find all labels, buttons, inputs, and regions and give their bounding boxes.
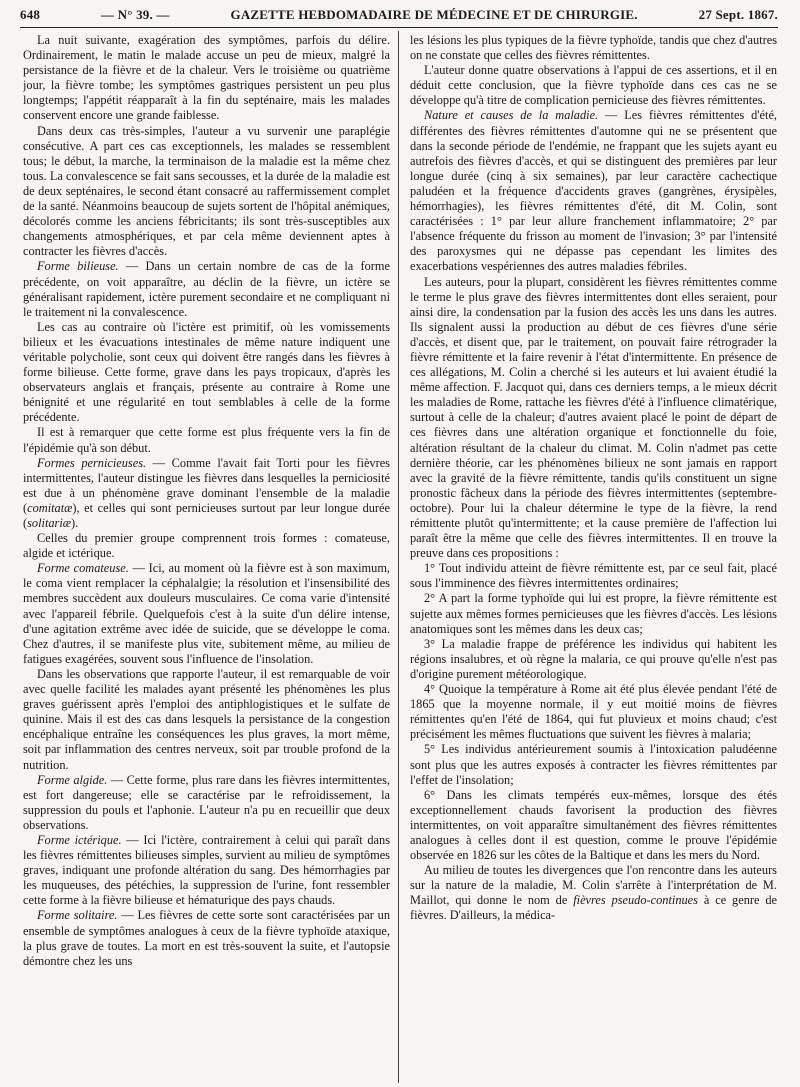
paragraph [23, 259, 390, 319]
paragraph: Les cas au contraire où l'ictère est primitif, où les vomissements bilieux et les évacuations intestinales de même nature indiquent une véritable polycholie, sont ceux qui doivent être rangés dans les fièvres à forme bilieuse. Cette forme, grave dans les pays tropicaux, d'après les observateurs anglais et français, présente au contraire à Rome une bénignité et une régularité en tout semblables à celle de la forme précédente. [23, 319, 390, 425]
section-heading: Formes pernicieuses. [37, 455, 147, 470]
section-heading: Forme ictérique. [37, 832, 122, 847]
latin-term: comitatæ [27, 500, 73, 515]
paragraph: 3° La maladie frappe de préférence les individus qui habitent les régions insalubres, et où règne la malaria, ce qui prouve qu'elle n'est pas d'origine purement météorologique. [410, 636, 777, 681]
paragraph-text: ), et celles qui sont pernicieuses surtout par leur longue durée ( [23, 500, 390, 530]
section-heading: Forme solitaire. [37, 908, 118, 923]
right-column [410, 33, 777, 1083]
column-divider [398, 31, 399, 1083]
running-header [20, 4, 778, 26]
paragraph: Les auteurs, pour la plupart, considèrent les fièvres rémittentes comme le terme le plus grave des fièvres intermittentes dont elles seraient, pour ainsi dire, la condensation par la fusion des accès les uns dans les autres. Ils signalent aussi la production au début de ces fièvres d'une série d'accès, et disent que, par le traitement, on pouvait faire rétrograder la fièvre rémittente et la faire revenir à l'état d'intermittente. En présence de ces allégations, M. Colin a cherché si les auteurs et lui avaient étudié la même affection. F. Jacquot qui, dans ces derniers temps, a le mieux décrit les maladies de Rome, rattache les fièvres d'été à l'influence climatérique, surtout à celle de la chaleur; d'autres avaient placé le point de départ de ces fièvres dans une altération organique et fonctionnelle du foie, altération résultant de la chaleur du climat. M. Colin n'admet pas cette dernière théorie, car les phénomènes bilieux ne sont jamais en rapport avec la gravité de la fièvre rémittente, tandis qu'ils constituent un signe pronostic fâcheux dans la période des fièvres intermittentes (septembre-octobre). Pour lui la chaleur détermine le type de la fièvre, la rend rémittente plutôt qu'intermittente; et la cause première de l'affection lui paraît être la même que celle des fièvres intermittentes. Il en trouve la preuve dans ces propositions : [410, 274, 777, 561]
paragraph-text: à ce genre de fièvres. D'ailleurs, la médica- [410, 893, 777, 923]
paragraph: 2° A part la forme typhoïde qui lui est propre, la fièvre rémittente est sujette aux mêmes formes pernicieuses que les fièvres d'accès. Les lésions anatomiques sont les mêmes dans les deux cas; [410, 591, 777, 636]
journal-title: GAZETTE HEBDOMADAIRE DE MÉDECINE ET DE CHIRURGIE. [230, 7, 638, 22]
section-heading: Nature et causes de la maladie. [424, 108, 599, 123]
paragraph-text: — Comme l'avait fait Torti pour les fièvres intermittentes, l'auteur distingue les fièvres dans lesquelles la perniciosité est due à un phénomène grave dominant l'ensemble de la maladie ( [23, 455, 390, 515]
paragraph [410, 108, 777, 274]
paragraph: 5° Les individus antérieurement soumis à l'intoxication paludéenne sont plus que les autres exposés à contracter les fièvres rémittentes par l'effet de l'insolation; [410, 742, 777, 787]
paragraph [410, 863, 777, 923]
paragraph [23, 908, 390, 968]
paragraph: La nuit suivante, exagération des symptômes, parfois du délire. Ordinairement, le matin le malade accuse un peu de mieux, malgré la persistance de la fièvre et de la chaleur. Vers le troisième ou quatrième jour, la fièvre tombe; les symptômes gastriques persistent un peu plus longtemps; l'appétit réapparaît à la fin du septénaire, mais les malades conservent encore une grande faiblesse. [23, 33, 390, 123]
paragraph [23, 773, 390, 833]
paragraph-text: — Cette forme, plus rare dans les fièvres intermittentes, est fort dangereuse; elle se caractérise par le refroidissement, la suppression du pouls et l'aphonie. L'auteur n'a pu en recueillir que deux observations. [23, 772, 390, 832]
paragraph: Il est à remarquer que cette forme est plus fréquente vers la fin de l'épidémie qu'à son début. [23, 425, 390, 455]
paragraph [23, 561, 390, 667]
paragraph-text: — Ici, au moment où la fièvre est à son maximum, le coma vient remplacer la céphalalgie; la résolution et l'insensibilité des membres succèdent aux douleurs musculaires. Ce coma varie d'intensité avec l'appareil fébrile. Quelquefois c'est à la suite d'un délire intense, d'une agitation extrême avec idée de suicide, que se développe le coma. Chez d'autres, il se manifeste plus vite, subitement même, au milieu de fatigues exagérées, souvent sous l'influence de l'insolation. [23, 561, 390, 666]
paragraph: 6° Dans les climats tempérés eux-mêmes, lorsque des étés exceptionnellement chauds favorisent la production des fièvres intermittentes, on voit apparaître simultanément des fièvres rémittentes analogues à celles dont il est question, comme le prouve l'épidémie observée en 1826 sur les côtes de la Baltique et dans les mers du Nord. [410, 787, 777, 863]
paragraph-text: — Les fièvres de cette sorte sont caractérisées par un ensemble de symptômes analogues à ceux de la fièvre typhoïde ataxique, la plus grave de toutes. La mort en est très-souvent la suite, et l'autopsie démontre chez les uns [23, 908, 390, 968]
term: fièvres pseudo-continues [573, 893, 698, 908]
paragraph: Celles du premier groupe comprennent trois formes : comateuse, algide et ictérique. [23, 531, 390, 561]
paragraph-text: — Ici l'ictère, contrairement à celui qui paraît dans les fièvres rémittentes bilieuses simples, survient au milieu de symptômes graves, indiquant une profonde altération du sang. Des hémorrhagies par les muqueuses, des pétéchies, la suppression de l'urine, font ressembler cette forme à la fièvre bilieuse et hématurique des pays chauds. [23, 832, 390, 908]
section-heading: Forme bilieuse. [37, 259, 119, 274]
left-column [23, 33, 390, 1083]
issue-date: 27 Sept. 1867. [698, 7, 778, 22]
latin-term: solitariæ [27, 516, 72, 530]
paragraph-text: Au milieu de toutes les divergences que l'on rencontre dans les auteurs sur la nature de la maladie, M. Colin s'arrête à l'interprétation de M. Maillot, qui donne le nom de [410, 863, 777, 908]
paragraph: L'auteur donne quatre observations à l'appui de ces assertions, et il en déduit cette conclusion, que la fièvre typhoïde dans ces cas ne se développe qu'à titre de complication pernicieuse des fièvres rémittentes. [410, 63, 777, 108]
page-number: 648 [20, 7, 41, 22]
paragraph: 4° Quoique la température à Rome ait été plus élevée pendant l'été de 1865 que la moyenne normale, il y eut moitié moins de fièvres rémittentes qu'en l'été de 1864, qui fut pluvieux et moins chaud; c'est précisément les mêmes fluctuations que suivent les fièvres à malaria; [410, 682, 777, 742]
paragraph [23, 456, 390, 531]
section-heading: Forme algide. [37, 772, 108, 787]
paragraph: Dans deux cas très-simples, l'auteur a vu survenir une paraplégie consécutive. A part ces cas exceptionnels, les malades se ressemblent tous; le début, la marche, la terminaison de la maladie est la même chez tous. La convalescence se fait sans secousses, et la durée de la maladie est de deux septénaires, le second étant consacré au raffermissement complet de la santé. Néanmoins beaucoup de sujets sortent de l'hôpital anémiques, décolorés comme les anciens fébricitants; ils sont très-susceptibles aux changements atmosphériques, et par cela même deviennent aptes à contracter les fièvres d'accès. [23, 123, 390, 259]
paragraph-text: — Les fièvres rémittentes d'été, différentes des fièvres rémittentes d'automne qui ne se présentent que dans la seconde période de l'endémie, ne frappant que les sujets ayant eu autrefois des fièvres d'accès, et qui se distinguent des premières par leur longue durée (cinq à six semaines), par leur caractère cachectique paludéen et la fréquence d'accidents graves (gangrènes, érysipèles, hémorrhagies), les fièvres rémittentes d'été, dit M. Colin, sont caractérisées : 1° par leur allure franchement inflammatoire; 2° par l'absence fréquente du frisson au moment de l'invasion; 3° par l'intensité des paroxysmes qui ne dépasse pas cependant les limites des exacerbations vespériennes des autres maladies fébriles. [410, 108, 777, 274]
paragraph-text: ). [71, 516, 79, 530]
paragraph: 1° Tout individu atteint de fièvre rémittente est, par ce seul fait, placé sous l'imminence des fièvres intermittentes ordinaires; [410, 561, 777, 591]
paragraph [23, 833, 390, 908]
section-heading: Forme comateuse. [37, 561, 129, 576]
issue-number: — N° 39. — [101, 7, 170, 22]
paragraph: Dans les observations que rapporte l'auteur, il est remarquable de voir avec quelle facilité les malades ayant présenté les phénomènes les plus graves guérissent après l'emploi des antiphlogistiques et le sulfate de quinine. Mais il est des cas dans lesquels la persistance de la congestion encéphalique entraîne les conséquences les plus graves, la mort même, soit par inflammation des centres nerveux, soit par trouble profond de la nutrition. [23, 666, 390, 772]
paragraph: les lésions les plus typiques de la fièvre typhoïde, tandis que chez d'autres on ne constate que celles des fièvres rémittentes. [410, 33, 777, 63]
header-rule [20, 27, 778, 28]
paragraph-text: — Dans un certain nombre de cas de la forme précédente, on voit apparaître, au déclin de la fièvre, un ictère se généralisant rapidement, ictère purement secondaire et ne compliquant ni le traitement ni la convalescence. [23, 259, 390, 319]
